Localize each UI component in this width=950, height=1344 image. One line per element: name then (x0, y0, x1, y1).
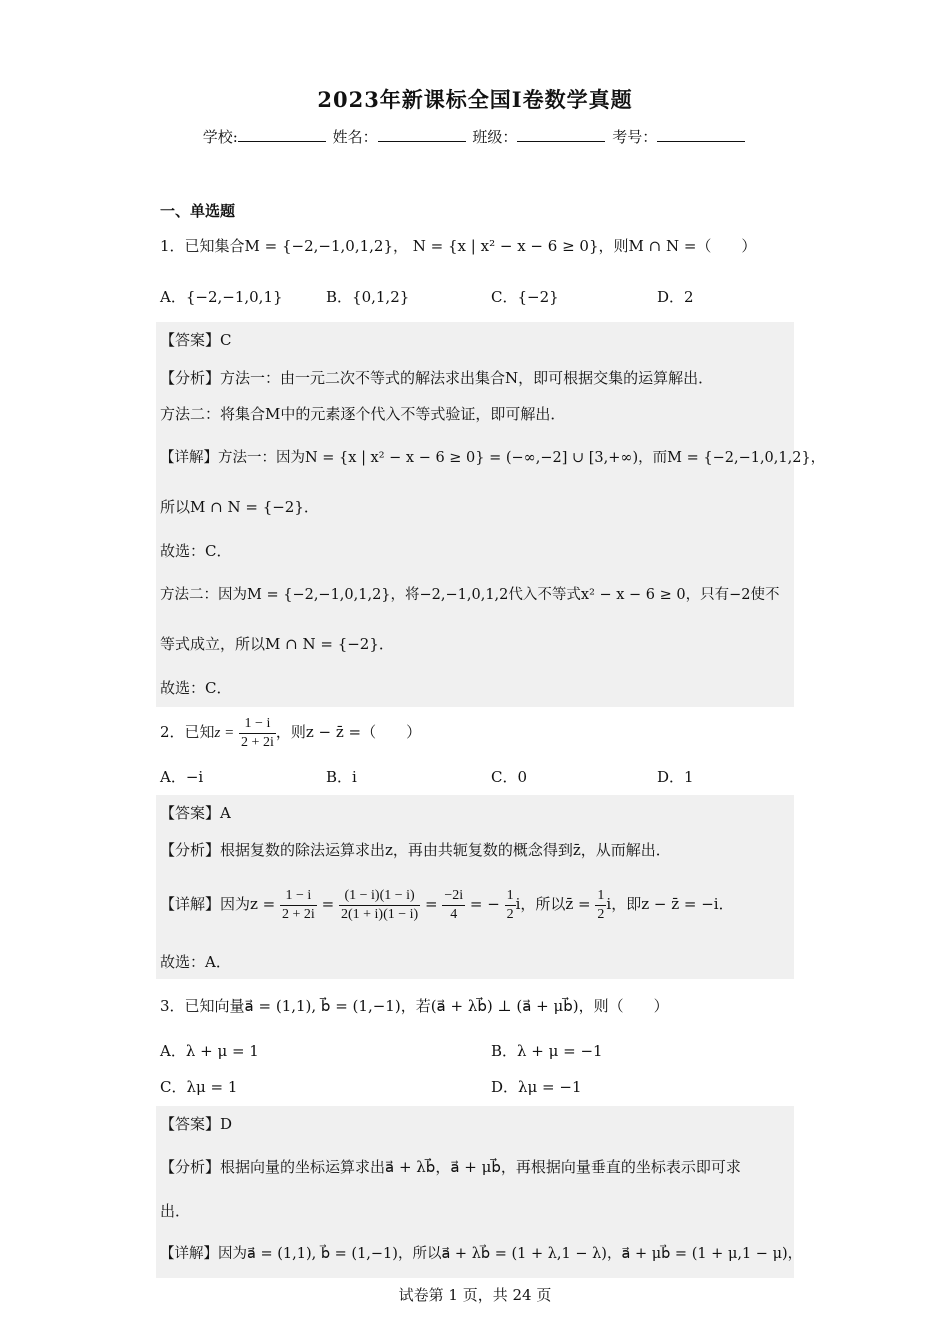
section-heading: 一、单选题 (160, 202, 236, 220)
q2-f4-den: 2 (506, 906, 514, 922)
page-title: 2023年新课标全国Ⅰ卷数学真题 (317, 87, 633, 112)
q3-answer: 【答案】D (160, 1115, 233, 1133)
q2-eq-2: = (424, 895, 438, 913)
q3-option-a: A．λ + μ = 1 (160, 1042, 259, 1060)
q2-option-b: B．i (326, 768, 357, 786)
q2-detail-prefix: 【详解】因为z = (160, 895, 276, 913)
q2-detail (160, 882, 734, 926)
page-footer: 试卷第 1 页，共 24 页 (398, 1286, 552, 1304)
q1-option-c: C．{−2} (491, 288, 559, 306)
q2-f3-num: −2i (442, 887, 465, 906)
q1-analysis: 【分析】方法一：由一元二次不等式的解法求出集合N，即可根据交集的运算解出． (160, 369, 714, 387)
q2-stem-prefix: 2．已知 (160, 723, 215, 741)
q2-option-c: C．0 (491, 768, 528, 786)
student-info-row (0, 126, 950, 147)
q2-mid: = − (469, 895, 500, 913)
q1-detail-2: 所以M ∩ N = {−2}． (160, 498, 319, 516)
q2-detail-frac-2 (339, 887, 420, 924)
q2-tail: i，即z − z̄ = −i． (606, 895, 734, 913)
class-blank[interactable] (517, 127, 605, 142)
exam-no-blank[interactable] (657, 127, 745, 142)
q3-analysis-cont: 出． (160, 1202, 191, 1220)
q2-answer: 【答案】A (160, 804, 231, 822)
name-label: 姓名： (332, 128, 378, 146)
q2-frac-den: 2 + 2i (241, 734, 274, 750)
q2-f2-den: 2(1 + i)(1 − i) (340, 906, 419, 922)
class-label: 班级： (472, 128, 518, 146)
q3-detail: 【详解】因为a⃗ = (1,1), b⃗ = (1,−1)，所以a⃗ + λb⃗ = (1 + λ,1 − λ)，a⃗ + μb⃗ = (1 + μ,1 − μ)， (160, 1246, 803, 1262)
q1-stem: 1．已知集合M = {−2,−1,0,1,2}， N = {x | x² − x − 6 ≥ 0}，则M ∩ N =（ ） (160, 237, 757, 255)
q2-fraction (239, 715, 276, 752)
q1-option-a: A．{−2,−1,0,1} (160, 288, 283, 306)
name-blank[interactable] (378, 127, 466, 142)
q2-f5-num: 1 (595, 887, 606, 906)
q2-z-eq: z = (214, 725, 235, 741)
q1-detail-1: 【详解】方法一：因为N = {x | x² − x − 6 ≥ 0} = (−∞,−2] ∪ [3,+∞)，而M = {−2,−1,0,1,2}， (160, 450, 826, 466)
q1-choose-2: 故选：C． (160, 679, 232, 697)
school-label: 学校: (202, 128, 238, 146)
q1-analysis-2: 方法二：将集合M中的元素逐个代入不等式验证，即可解出． (160, 405, 566, 423)
q1-option-d: D．2 (657, 288, 694, 306)
q2-detail-frac-5 (595, 887, 606, 924)
q2-f5-den: 2 (597, 906, 605, 922)
q2-f4-num: 1 (505, 887, 516, 906)
q2-stem-suffix: ，则z − z̄ =（ ） (275, 723, 422, 741)
q3-option-d: D．λμ = −1 (491, 1078, 582, 1096)
q2-analysis: 【分析】根据复数的除法运算求出z，再由共轭复数的概念得到z̄，从而解出． (160, 841, 671, 859)
q1-method2-b: 等式成立，所以M ∩ N = {−2}． (160, 635, 394, 653)
q3-analysis: 【分析】根据向量的坐标运算求出a⃗ + λb⃗，a⃗ + μb⃗，再根据向量垂直的坐标表示即可求 (160, 1158, 741, 1176)
q3-option-b: B．λ + μ = −1 (491, 1042, 603, 1060)
q2-f1-num: 1 − i (280, 887, 317, 906)
q2-option-a: A．−i (160, 768, 204, 786)
school-blank[interactable] (238, 127, 326, 142)
q2-stem (160, 712, 421, 753)
q1-answer: 【答案】C (160, 331, 232, 349)
q2-f1-den: 2 + 2i (282, 906, 315, 922)
q3-stem: 3．已知向量a⃗ = (1,1), b⃗ = (1,−1)，若(a⃗ + λb⃗) ⊥ (a⃗ + μb⃗)，则（ ） (160, 997, 669, 1015)
q1-method2-a: 方法二：因为M = {−2,−1,0,1,2}，将−2,−1,0,1,2代入不等式x² − x − 6 ≥ 0，只有−2使不 (160, 587, 780, 603)
q2-frac-num: 1 − i (239, 715, 276, 734)
q1-option-b: B．{0,1,2} (326, 288, 410, 306)
q2-f2-num: (1 − i)(1 − i) (339, 887, 420, 906)
exam-no-label: 考号： (612, 128, 658, 146)
q2-eq-1: = (321, 895, 335, 913)
q2-mid2: i，所以z̄ = (515, 895, 591, 913)
q2-detail-frac-1 (280, 887, 317, 924)
q3-option-c: C．λμ = 1 (160, 1078, 238, 1096)
q2-choose: 故选：A． (160, 953, 231, 971)
q1-choose-1: 故选：C． (160, 542, 232, 560)
q2-f3-den: 4 (450, 906, 458, 922)
q2-option-d: D．1 (657, 768, 694, 786)
q2-detail-frac-3 (442, 887, 465, 924)
q2-detail-frac-4 (505, 887, 516, 924)
